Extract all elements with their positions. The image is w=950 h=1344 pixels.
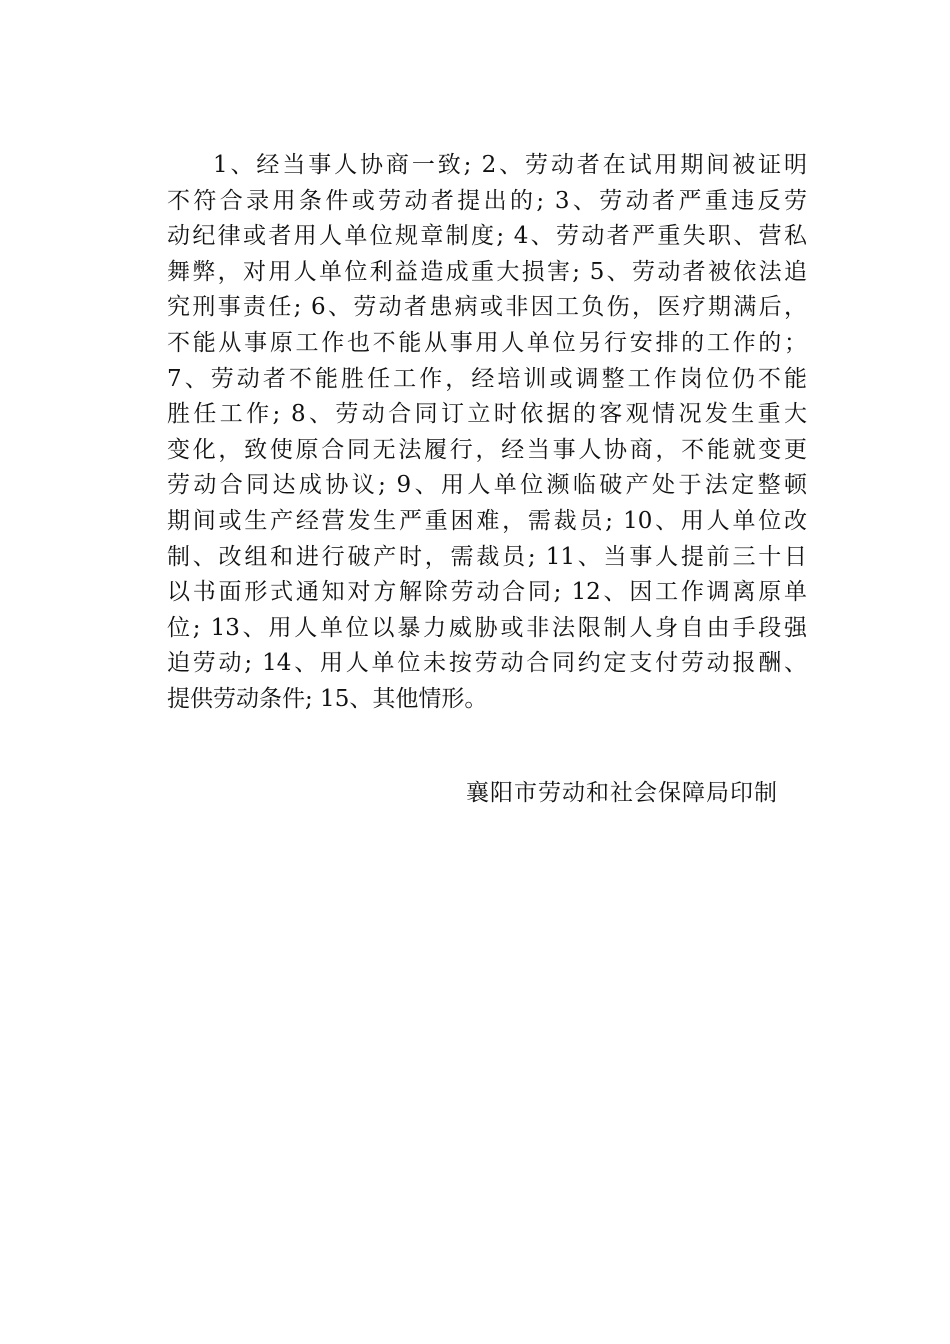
body-line: 不能从事原工作也不能从事用人单位另行安排的工作的； — [167, 329, 807, 356]
body-line: 胜任工作; 8、劳动合同订立时依据的客观情况发生重大 — [167, 401, 807, 428]
body-line: 7、劳动者不能胜任工作，经培训或调整工作岗位仍不能 — [167, 365, 807, 392]
body-line: 位; 13、用人单位以暴力威胁或非法限制人身自由手段强 — [167, 614, 807, 641]
document-body — [167, 148, 807, 718]
body-line: 期间或生产经营发生严重困难，需裁员; 10、用人单位改 — [167, 507, 807, 534]
body-line: 动纪律或者用人单位规章制度; 4、劳动者严重失职、营私 — [167, 223, 807, 250]
body-line: 1、经当事人协商一致; 2、劳动者在试用期间被证明 — [213, 152, 807, 178]
body-line: 提供劳动条件; 15、其他情形。 — [167, 685, 488, 712]
body-line: 以书面形式通知对方解除劳动合同; 12、因工作调离原单 — [167, 579, 807, 606]
body-line: 变化，致使原合同无法履行，经当事人协商，不能就变更 — [167, 436, 807, 463]
body-line: 究刑事责任; 6、劳动者患病或非因工负伤，医疗期满后， — [167, 294, 807, 321]
body-line: 不符合录用条件或劳动者提出的; 3、劳动者严重违反劳 — [167, 187, 807, 214]
body-line: 舞弊，对用人单位利益造成重大损害; 5、劳动者被依法追 — [167, 258, 807, 285]
body-line: 制、改组和进行破产时，需裁员; 11、当事人提前三十日 — [167, 543, 807, 570]
body-line: 迫劳动; 14、用人单位未按劳动合同约定支付劳动报酬、 — [167, 650, 807, 677]
issuer-signature: 襄阳市劳动和社会保障局印制 — [466, 780, 778, 806]
body-line: 劳动合同达成协议; 9、用人单位濒临破产处于法定整顿 — [167, 472, 807, 499]
